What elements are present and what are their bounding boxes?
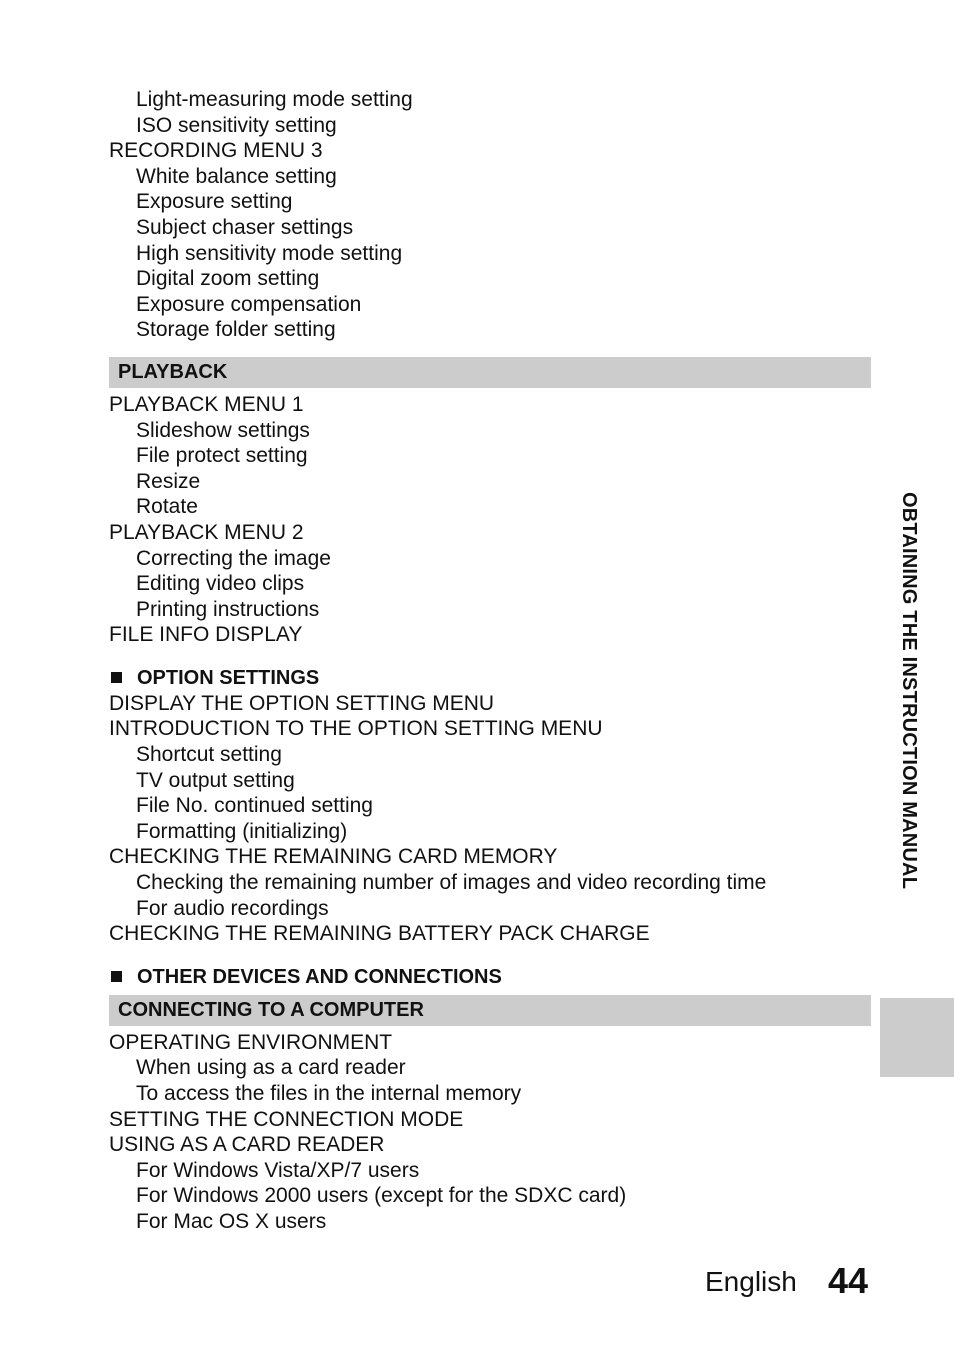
list-item: For Windows 2000 users (except for the SDXC card) (136, 1184, 627, 1208)
list-item: Correcting the image (136, 546, 331, 570)
list-item: Editing video clips (136, 572, 305, 596)
list-item: DISPLAY THE OPTION SETTING MENU (109, 691, 495, 715)
list-item: Light-measuring mode setting (136, 88, 413, 111)
list-item: For Mac OS X users (136, 1209, 327, 1233)
section-heading-label: OPTION SETTINGS (137, 666, 320, 689)
section-bar-connecting: CONNECTING TO A COMPUTER (109, 995, 871, 1026)
list-item: OPERATING ENVIRONMENT (109, 1030, 393, 1054)
section-heading-other-devices (109, 965, 871, 990)
list-item: For Windows Vista/XP/7 users (136, 1158, 420, 1182)
list-item: USING AS A CARD READER (109, 1133, 385, 1157)
list-item: File protect setting (136, 444, 308, 468)
list-item: Resize (136, 469, 201, 493)
list-item: To access the files in the internal memory (136, 1082, 522, 1105)
section-heading-label: OTHER DEVICES AND CONNECTIONS (137, 965, 502, 988)
square-bullet-icon (111, 672, 122, 683)
toc-content (109, 87, 871, 1235)
recording-list (109, 87, 871, 343)
chapter-sidebar-label: OBTAINING THE INSTRUCTION MANUAL (898, 492, 920, 890)
list-item: Shortcut setting (136, 743, 282, 767)
list-item: ISO sensitivity setting (136, 113, 337, 137)
list-item: PLAYBACK MENU 2 (109, 520, 304, 544)
list-item: TV output setting (136, 768, 295, 792)
list-item: Rotate (136, 495, 198, 519)
list-item: When using as a card reader (136, 1056, 406, 1080)
list-item: For audio recordings (136, 896, 329, 920)
list-item: PLAYBACK MENU 1 (109, 392, 304, 416)
list-item: Storage folder setting (136, 318, 336, 342)
list-item: File No. continued setting (136, 794, 373, 818)
list-item: Slideshow settings (136, 418, 310, 442)
list-item: Printing instructions (136, 597, 320, 621)
playback-list (109, 392, 871, 648)
list-item: SETTING THE CONNECTION MODE (109, 1107, 464, 1131)
list-item: RECORDING MENU 3 (109, 139, 323, 163)
footer-language: English (705, 1266, 797, 1297)
list-item: Exposure setting (136, 190, 293, 214)
list-item: Subject chaser settings (136, 215, 354, 239)
list-item: White balance setting (136, 164, 337, 188)
list-item: Exposure compensation (136, 292, 362, 316)
list-item: CHECKING THE REMAINING CARD MEMORY (109, 845, 558, 869)
page-number: 44 (828, 1260, 869, 1301)
square-bullet-icon (111, 971, 122, 982)
section-heading-option-settings (109, 666, 871, 691)
list-item: CHECKING THE REMAINING BATTERY PACK CHARGE (109, 922, 650, 946)
section-bar-playback: PLAYBACK (109, 357, 871, 388)
other-devices-list (109, 1030, 871, 1235)
list-item: High sensitivity mode setting (136, 241, 403, 265)
list-item: FILE INFO DISPLAY (109, 623, 303, 647)
option-settings-list (109, 691, 871, 947)
list-item: Checking the remaining number of images and video recording time (136, 871, 767, 895)
chapter-tab-marker (880, 998, 954, 1077)
list-item: INTRODUCTION TO THE OPTION SETTING MENU (109, 717, 603, 741)
list-item: Digital zoom setting (136, 267, 320, 291)
list-item: Formatting (initializing) (136, 819, 348, 843)
